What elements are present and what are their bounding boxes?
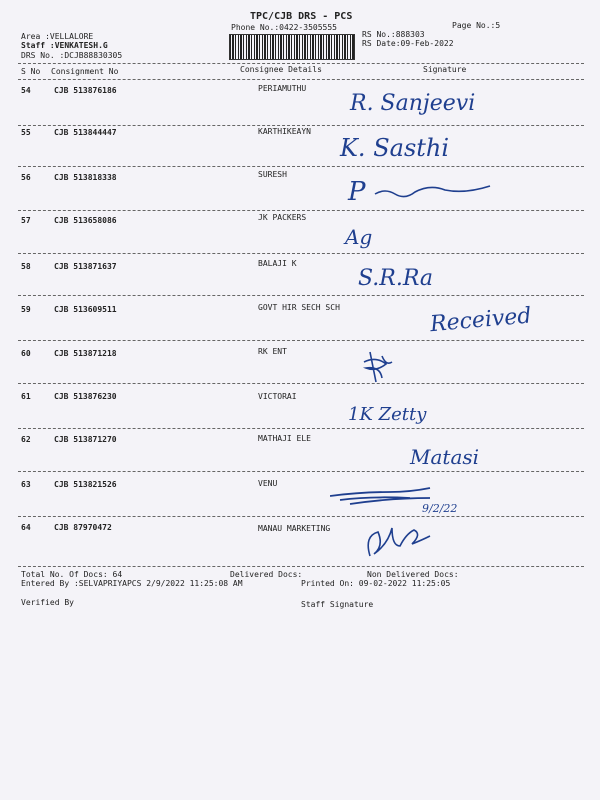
svg-text:R. Sanjeevi: R. Sanjeevi	[350, 91, 476, 116]
header-rule-top	[18, 63, 584, 64]
non-delivered-docs: Non Delivered Docs:	[367, 570, 459, 579]
svg-text:Ag: Ag	[345, 225, 373, 249]
staff-signature: Staff Signature	[301, 600, 374, 609]
rs-number: RS No.:888303	[362, 30, 425, 39]
row-consignee: BALAJI K	[258, 259, 297, 268]
drs-number: DRS No. :DCJB88830305	[21, 51, 123, 60]
row-consignee: KARTHIKEAYN	[258, 127, 311, 136]
row-consignment: CJB 513818338	[54, 173, 117, 182]
row-consignment: CJB 513658086	[54, 216, 117, 225]
row-consignment: CJB 513821526	[54, 480, 117, 489]
row-sno: 57	[21, 216, 31, 225]
svg-text:Matasi: Matasi	[410, 445, 480, 469]
row-consignment: CJB 513871637	[54, 262, 117, 271]
row-signature	[330, 168, 580, 212]
row-consignee: PERIAMUTHU	[258, 84, 307, 93]
row-consignment: CJB 87970472	[54, 523, 112, 532]
svg-text:9/2/22: 9/2/22	[422, 502, 458, 515]
row-consignee: RK ENT	[258, 347, 287, 356]
row-signature	[330, 516, 580, 560]
col-consignment: Consignment No	[51, 67, 119, 76]
col-consignee: Consignee Details	[240, 65, 322, 74]
row-divider	[18, 210, 584, 211]
row-signature	[330, 474, 580, 518]
row-sno: 61	[21, 392, 31, 401]
row-signature	[330, 212, 580, 256]
row-consignee: VENU	[258, 479, 278, 488]
row-signature	[330, 255, 580, 299]
row-consignee: SURESH	[258, 170, 287, 179]
svg-text:1K Zetty: 1K Zetty	[348, 404, 427, 425]
row-signature	[330, 430, 580, 474]
entered-by: Entered By :SELVAPRIYAPCS 2/9/2022 11:25:08 AM	[21, 579, 243, 588]
row-sno: 59	[21, 305, 31, 314]
row-signature	[330, 386, 580, 430]
row-divider	[18, 253, 584, 254]
phone-number: Phone No.:0422-3505555	[231, 23, 337, 32]
row-consignment: CJB 513844447	[54, 128, 117, 137]
row-consignee: JK PACKERS	[258, 213, 307, 222]
row-signature	[330, 80, 580, 124]
row-sno: 55	[21, 128, 31, 137]
row-consignee: MATHAJI ELE	[258, 434, 311, 443]
row-signature	[330, 298, 580, 342]
row-consignee: MANAU MARKETING	[258, 524, 331, 533]
row-divider	[18, 428, 584, 429]
row-divider	[18, 166, 584, 167]
col-signature: Signature	[423, 65, 467, 74]
total-docs: Total No. Of Docs: 64	[21, 570, 123, 579]
row-sno: 54	[21, 86, 31, 95]
page-number: Page No.:5	[452, 21, 501, 30]
row-sno: 60	[21, 349, 31, 358]
row-consignment: CJB 513609511	[54, 305, 117, 314]
document-title: TPC/CJB DRS - PCS	[250, 11, 353, 22]
row-sno: 63	[21, 480, 31, 489]
row-sno: 64	[21, 523, 31, 532]
rs-date: RS Date:09-Feb-2022	[362, 39, 454, 48]
delivered-docs: Delivered Docs:	[230, 570, 303, 579]
svg-text:P: P	[348, 177, 366, 207]
row-sno: 58	[21, 262, 31, 271]
row-consignee: GOVT HIR SECH SCH	[258, 303, 340, 312]
svg-text:Received: Received	[429, 303, 533, 338]
row-sno: 62	[21, 435, 31, 444]
svg-text:S.R.Ra: S.R.Ra	[358, 266, 434, 291]
row-divider	[18, 471, 584, 472]
row-signature	[330, 342, 580, 386]
row-sno: 56	[21, 173, 31, 182]
row-divider	[18, 340, 584, 341]
col-sno: S No	[21, 67, 41, 76]
row-consignment: CJB 513871218	[54, 349, 117, 358]
printed-on: Printed On: 09-02-2022 11:25:05	[301, 579, 451, 588]
verified-by: Verified By	[21, 598, 74, 607]
barcode	[229, 34, 355, 60]
row-consignment: CJB 513871270	[54, 435, 117, 444]
staff-label: Staff :VENKATESH.G	[21, 41, 108, 50]
area-label: Area :VELLALORE	[21, 32, 94, 41]
row-consignment: CJB 513876230	[54, 392, 117, 401]
row-divider	[18, 295, 584, 296]
row-divider	[18, 566, 584, 567]
row-consignee: VICTORAI	[258, 392, 297, 401]
svg-text:K. Sasthi: K. Sasthi	[340, 134, 450, 162]
row-consignment: CJB 513876186	[54, 86, 117, 95]
row-signature	[330, 124, 580, 168]
row-divider	[18, 383, 584, 384]
